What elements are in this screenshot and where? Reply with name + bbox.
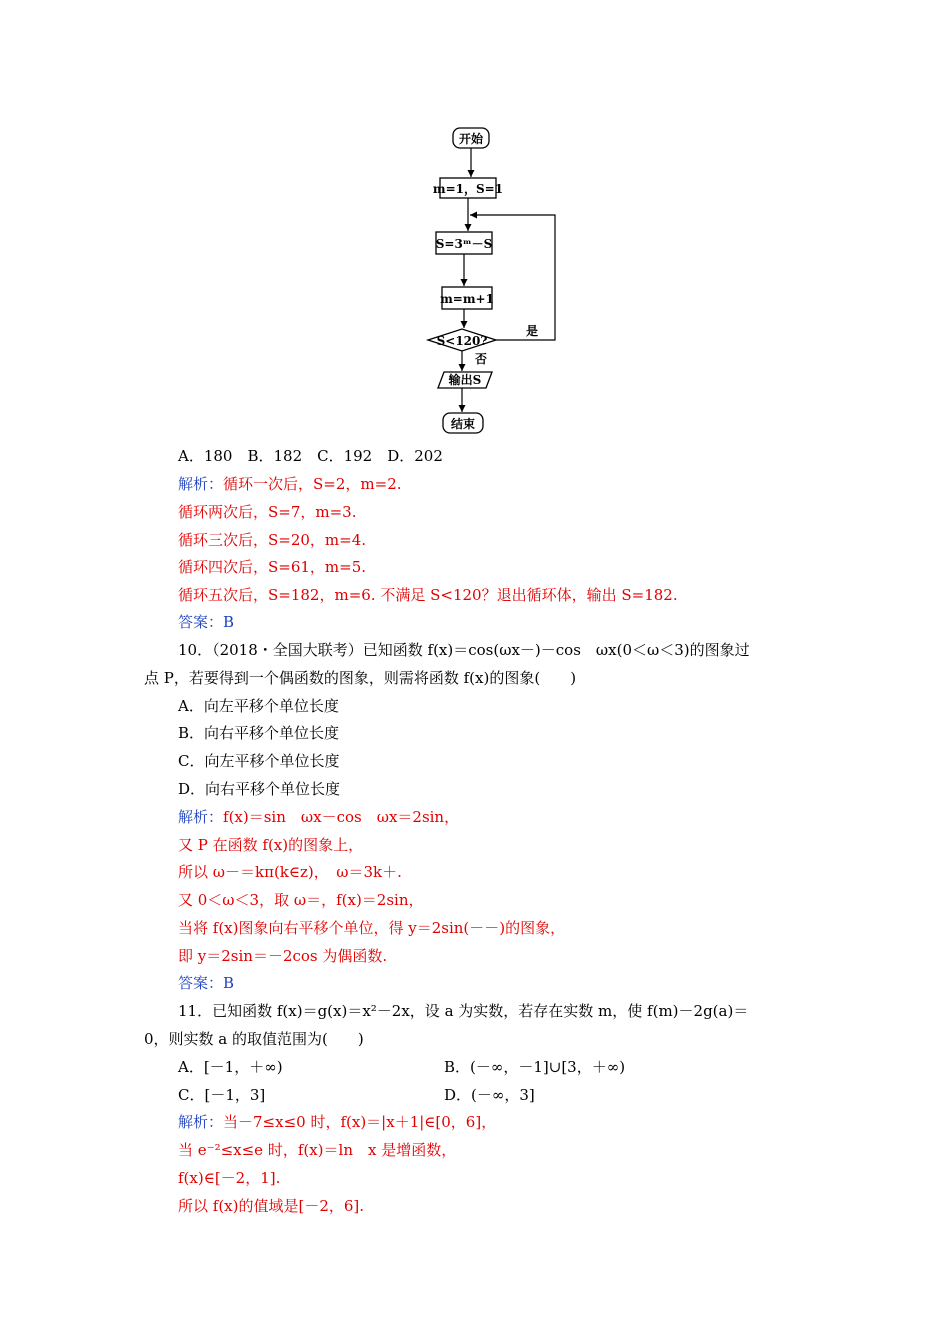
- q9-answer: 答案：B: [178, 613, 235, 631]
- q10-stem-1: 10．（2018・全国大联考）已知函数 f(x)＝cos(ωx－)－cos ωx(0＜ω＜3)的图象过: [178, 641, 750, 659]
- flow-output-label: 输出S: [448, 373, 482, 387]
- q11-option-c: C．[－1，3]: [178, 1086, 266, 1104]
- flow-increment-label: m=m+1: [440, 292, 494, 306]
- q11-option-b: B．(－∞，－1]∪[3，＋∞): [444, 1058, 626, 1076]
- q9-analysis-3: 循环三次后，S=20，m=4.: [178, 531, 367, 549]
- q11-stem-2: 0，则实数 a 的取值范围为( ): [144, 1030, 364, 1048]
- q10-stem-2: 点 P，若要得到一个偶函数的图象，则需将函数 f(x)的图象( ): [144, 669, 577, 687]
- q11-option-d: D．(－∞，3]: [444, 1086, 535, 1104]
- q9-analysis-label: 解析：: [178, 475, 224, 493]
- q11-stem-1: 11．已知函数 f(x)＝g(x)＝x²－2x，设 a 为实数，若存在实数 m，使 f(m)－2g(a)＝: [178, 1002, 749, 1020]
- q10-option-c: C．向左平移个单位长度: [178, 752, 340, 770]
- q10-analysis-3: 所以 ω－＝kπ(k∈z)， ω＝3k＋.: [178, 863, 402, 881]
- q10-option-d: D．向右平移个单位长度: [178, 780, 341, 798]
- q9-options: A．180 B．182 C．192 D．202: [178, 447, 443, 465]
- q11-analysis-2: 当 e⁻²≤x≤e 时，f(x)＝ln x 是增函数，: [178, 1141, 457, 1159]
- q10-analysis-label: 解析：: [178, 808, 224, 826]
- flow-output-node: [438, 372, 492, 388]
- q10-option-a: A．向左平移个单位长度: [178, 697, 339, 715]
- q9-analysis-4: 循环四次后，S=61，m=5.: [178, 558, 367, 576]
- flow-end-node: [443, 413, 483, 433]
- q11-option-a: A．[－1，＋∞): [178, 1058, 283, 1076]
- q9-analysis-line-1: [178, 474, 402, 494]
- flow-end-label: 结束: [450, 417, 476, 431]
- flowchart: [420, 120, 580, 440]
- q11-analysis-label: 解析：: [178, 1113, 224, 1131]
- q9-analysis-5: 循环五次后，S=182，m=6. 不满足 S<120？退出循环体，输出 S=182.: [178, 586, 678, 604]
- q10-option-b: B．向右平移个单位长度: [178, 724, 340, 742]
- flow-start-node: [453, 128, 489, 148]
- q10-analysis-6: 即 y＝2sin＝－2cos 为偶函数.: [178, 947, 388, 965]
- flow-init-node: [433, 178, 503, 198]
- flow-increment-node: [440, 287, 494, 309]
- q11-analysis-3: f(x)∈[－2，1].: [178, 1169, 281, 1187]
- q10-analysis-4: 又 0＜ω＜3，取 ω＝，f(x)＝2sin，: [178, 891, 424, 909]
- q11-analysis-4: 所以 f(x)的值域是[－2，6].: [178, 1197, 365, 1215]
- q10-analysis-1: f(x)＝sin ωx－cos ωx＝2sin，: [223, 808, 460, 826]
- q11-analysis-line-1: [178, 1112, 496, 1132]
- q11-analysis-1: 当－7≤x≤0 时，f(x)＝|x＋1|∈[0，6]，: [223, 1113, 497, 1131]
- flow-init-label: m=1，S=1: [432, 182, 504, 196]
- flow-condition-label: S<120?: [436, 334, 488, 348]
- flow-start-label: 开始: [458, 132, 484, 146]
- q10-analysis-line-1: [178, 807, 459, 827]
- flow-no-label: 否: [474, 352, 488, 366]
- flow-assign-label: S=3ᵐ－S: [435, 237, 493, 251]
- flow-yes-label: 是: [525, 324, 539, 338]
- q9-analysis-2: 循环两次后，S=7，m=3.: [178, 503, 357, 521]
- q10-answer: 答案：B: [178, 974, 235, 992]
- q9-analysis-1: 循环一次后，S=2，m=2.: [223, 475, 402, 493]
- q10-analysis-2: 又 P 在函数 f(x)的图象上，: [178, 836, 364, 854]
- flow-assign-node: [436, 232, 492, 254]
- flow-condition-node: [428, 329, 496, 351]
- q10-analysis-5: 当将 f(x)图象向右平移个单位，得 y＝2sin(－－)的图象，: [178, 919, 566, 937]
